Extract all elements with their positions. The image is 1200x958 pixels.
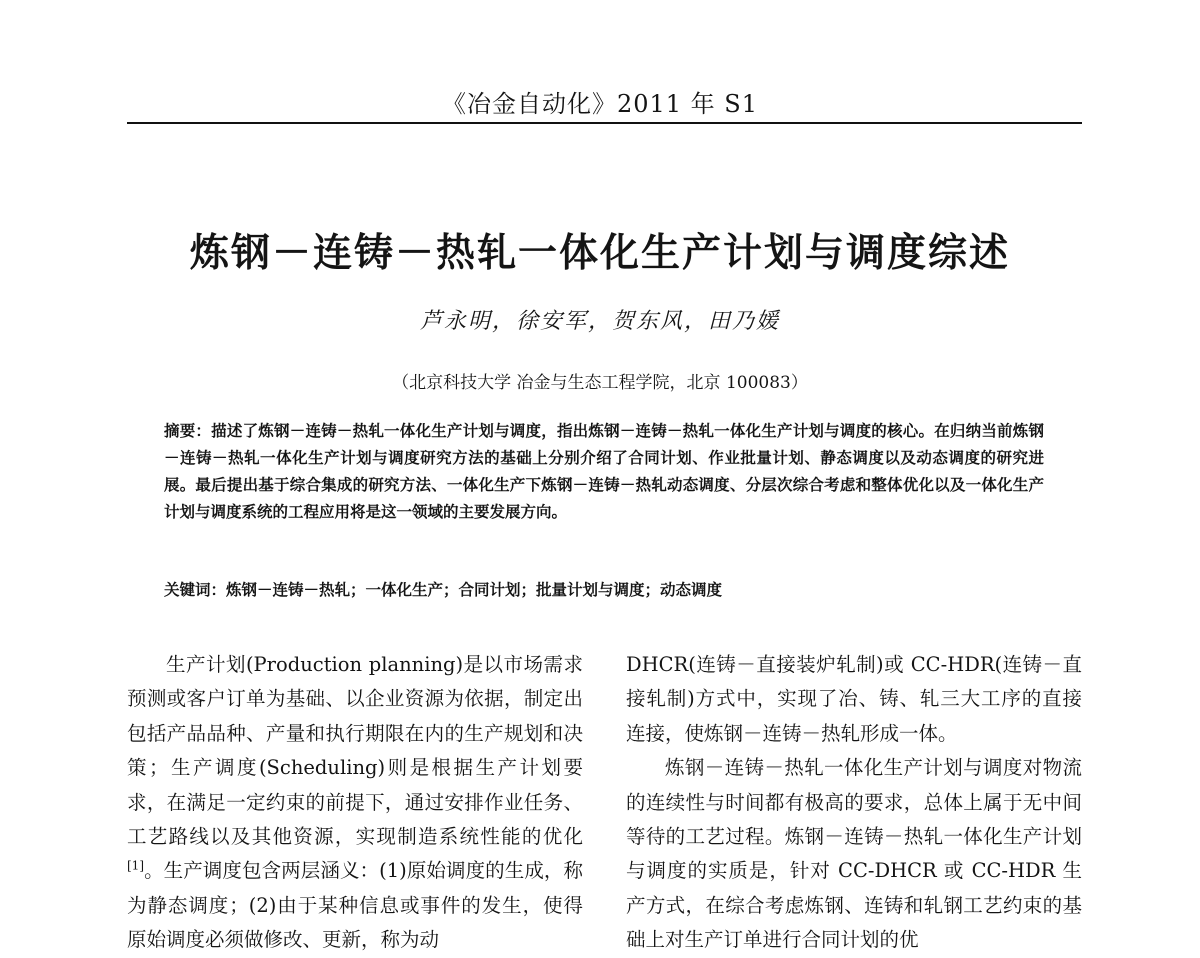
keywords [164, 577, 1044, 604]
keywords-label: 关键词： [164, 581, 227, 599]
paper-title: 炼钢－连铸－热轧一体化生产计划与调度综述 [189, 231, 1010, 276]
paragraph-continued: DHCR(连铸－直接装炉轧制)或 CC-HDR(连铸－直接轧制)方式中，实现了冶、铸、轧三大工序的直接连接，使炼钢－连铸－热轧形成一体。 [626, 653, 1082, 745]
body-column-right [626, 648, 1082, 958]
header-rule [127, 122, 1082, 124]
abstract-text: 描述了炼钢－连铸－热轧一体化生产计划与调度，指出炼钢－连铸－热轧一体化生产计划与调度的核心。在归纳当前炼钢－连铸－热轧一体化生产计划与调度研究方法的基础上分别介绍了合同计划、作业批量计划、静态调度以及动态调度的研究进展。最后提出基于综合集成的研究方法、一体化生产下炼钢－连铸－热轧动态调度、分层次综合考虑和整体优化以及一体化生产计划与调度系统的工程应用将是这一领域的主要发展方向。 [164, 422, 1044, 521]
affiliation: （北京科技大学 冶金与生态工程学院，北京 100083） [392, 373, 808, 393]
author-list: 芦永明，徐安军，贺东风，田乃媛 [419, 309, 780, 334]
paragraph-intro [127, 648, 583, 958]
citation-ref: [1] [127, 858, 144, 873]
body-column-left [127, 648, 583, 958]
paragraph-text: 。生产调度包含两层涵义：(1)原始调度的生成，称为静态调度；(2)由于某种信息或事件的发生，使得原始调度必须做修改、更新，称为动 [127, 859, 583, 952]
running-head: 《冶金自动化》2011 年 S1 [441, 90, 759, 118]
keywords-text: 炼钢－连铸－热轧；一体化生产；合同计划；批量计划与调度；动态调度 [226, 581, 723, 599]
abstract [164, 418, 1044, 526]
paragraph-text: 生产计划(Production planning)是以市场需求预测或客户订单为基础、以企业资源为依据，制定出包括产品品种、产量和执行期限在内的生产规划和决策；生产调度(Scheduling)则是根据生产计划要求，在满足一定约束的前提下，通过安排作业任务、工艺路线以及其他资源，实现制造系统性能的优化 [127, 653, 583, 849]
abstract-label: 摘要： [164, 422, 212, 440]
paragraph-integration: 炼钢－连铸－热轧一体化生产计划与调度对物流的连续性与时间都有极高的要求，总体上属于无中间等待的工艺过程。炼钢－连铸－热轧一体化生产计划与调度的实质是，针对 CC-DHCR 或 CC-HDR 生产方式，在综合考虑炼钢、连铸和轧钢工艺约束的基础上对生产订单进行合同计划的优 [626, 756, 1082, 952]
